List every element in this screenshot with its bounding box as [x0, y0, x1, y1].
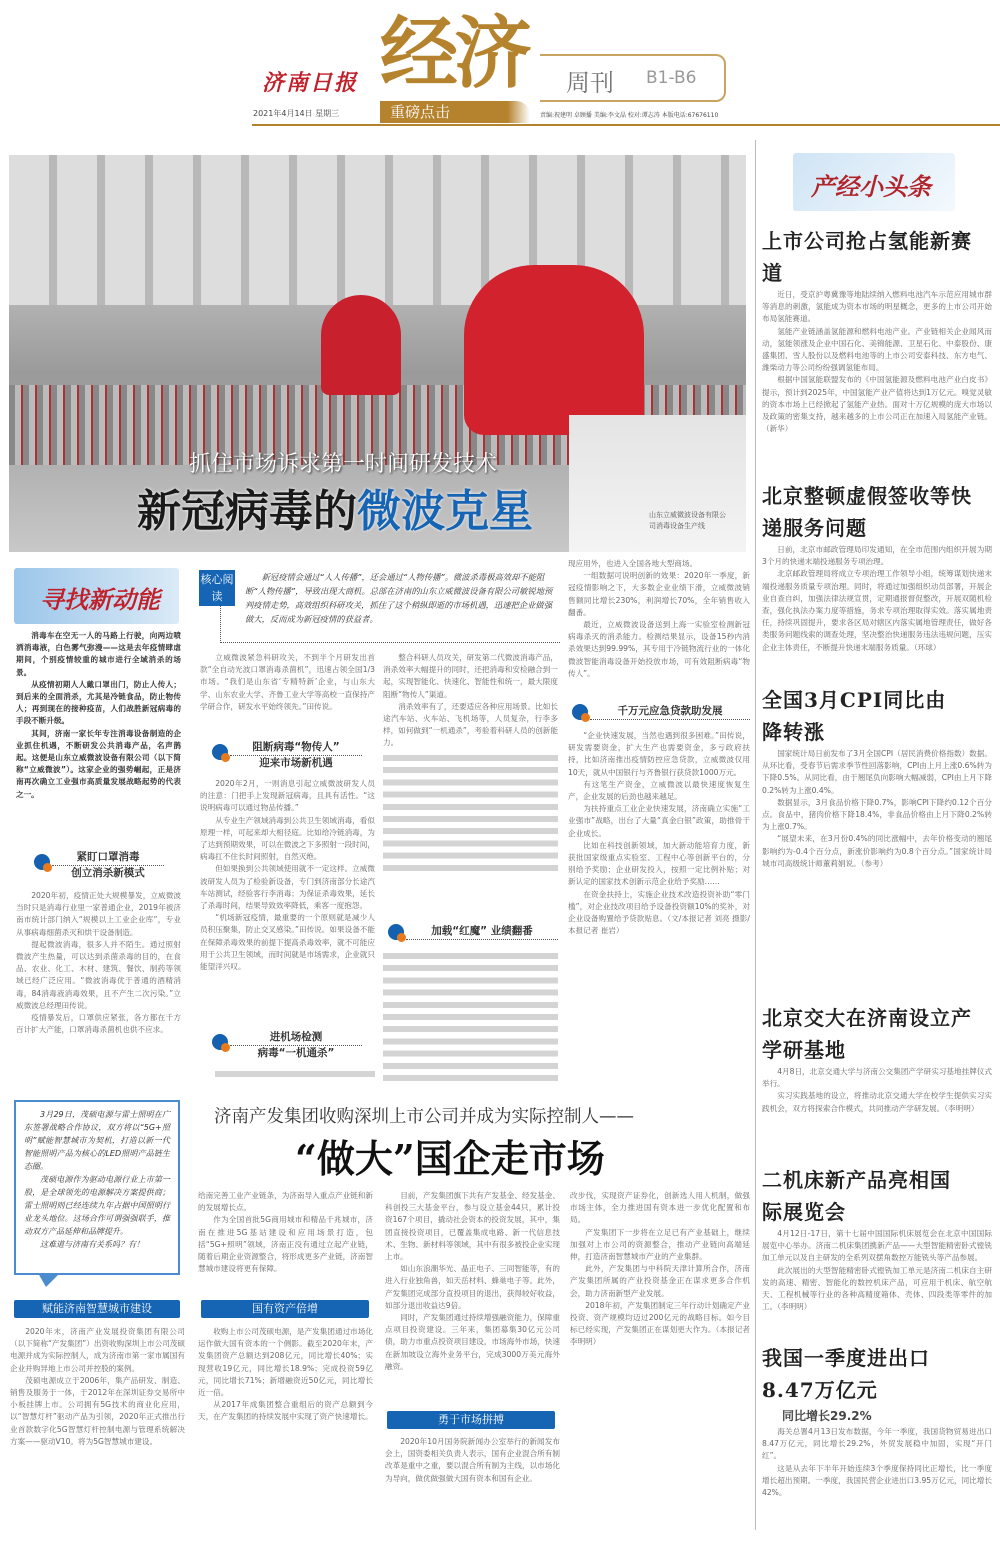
article-body: 整合科研人员攻关，研发第二代微波消毒产品，消杀效率大幅提升的同时，还把消毒和安检融合到一起，实现智能化、快速化、智能性和统一，最大限度阻断“物传人”渠道。 消杀效率有了，还要适应各种应用场景。比如长途汽车站、火车站、飞机场等，人员复杂，行李多样，如何做到“一机通杀”，考验着科研人员的创新能力。: [383, 652, 558, 917]
masthead-rule: [252, 124, 1000, 126]
news-body: 近日，受京沪粤冀豫等地陆续纳入燃料电池汽车示范应用城市群等消息的刺激，氢能成为资本市场的明星概念，更多的上市公司开始布局氢能赛道。 氢能产业链涵盖氢能源和燃料电池产业。产业链相关企业闻风而动，氢能领涨及企业中国石化、美锦能源、卫星石化、中泰股份、康盛集团、雪人股份以及燃料电池等的上市公司安泰科技、东方电气、潍柴动力等公司纷纷强调氢能布局。 根据中国氢能联盟发布的《中国氢能源及燃料电池产业白皮书》提示，预计到2025年，中国氢能产业产值将达到1万亿元。嗅觉灵敏的资本市场上已经掀起了氢能产业热。面对十万亿规模的庞大市场以及政策的密集支持，越来越多的上市公司正在加速入局氢能产业链。（新华）: [762, 290, 992, 434]
section-bar: 赋能济南智慧城市建设: [14, 1300, 180, 1318]
news-body: 国家统计局日前发布了3月全国CPI（居民消费价格指数）数据。从环比看，受春节后需求季节性回落影响，CPI由上月上涨0.6%转为下降0.5%。从同比看，由于翘尾负向影响大幅减弱，CPI由上月下降0.2%转为上涨0.4%。 数据显示，3月食品价格下降0.7%，影响CPI下降约0.12个百分点。食品中，猪肉价格下降18.4%，非食品价格由上月下降0.2%转为上涨0.7%。 “展望未来，在3月份0.4%的同比涨幅中，去年价格变动的翘尾影响约为-0.4个百分点，新涨价影响约为0.8个百分点。”国家统计局城市司高级统计师董莉娟说。（参考）: [762, 749, 992, 868]
story-title: “做大”国企走市场: [295, 1136, 605, 1181]
article-body: 2020年初，疫情正处大规模暴发，立威微波当时只是消毒行业里一家普通企业，2019年被济南市统计部门纳入“规模以上工业企业库”，专业从事病毒细菌杀灭和烘干设备制造。 提起微波消毒，很多人并不陌生。通过照射微波产生热量，可以达到杀菌杀毒的目的，在食品、农业、化工、木材、建筑、餐饮、制药等领域已经广泛应用。“微波消毒优于普通的酒精消毒，84消毒液消毒效果，且不产生二次污染。”立威微波总经理田传说。 疫情暴发后，口罩供应紧张，各方都在千方百计扩大产能，口罩消毒杀菌机也供不应求。: [16, 891, 181, 1035]
banner-new-momentum: 寻找新动能: [14, 568, 179, 624]
article-body: 2020年10月国务院新闻办公室举行的新闻发布会上，国资委相关负责人表示，国有企业混合所有制改革是重中之重，要以混合所有制为主线，以市场化为导向，做优做强做大国有资本和国有企业。: [385, 1437, 560, 1483]
section-bar: 勇于市场拼搏: [387, 1411, 555, 1429]
banner-industry-headlines: 产经小头条: [793, 153, 955, 211]
article-body: 立威微波紧急科研攻关，不到半个月研发出首款“全自动光波口罩消毒杀菌机”，迅速占领全国1/3市场。“我们是山东省‘专精特新’企业，与山东大学、山东农业大学、齐鲁工业大学等高校一直保持产学研合作，研发水平始终领先。”田传说。: [200, 653, 375, 711]
page-range: B1-B6: [646, 68, 697, 88]
section-title: 经济: [380, 8, 529, 99]
news-body: 海关总署4月13日发布数据，今年一季度，我国货物贸易进出口8.47万亿元，同比增长29.2%，外贸发展稳中加固，实现“开门红”。 这是从去年下半年开始连续3个季度保持同比正增长，比一季度增长超出预期。一季度，我国民营企业进出口3.95万亿元，同比增长42%。: [762, 1427, 992, 1498]
lead-kicker: 抓住市场诉求第一时间研发技术: [189, 452, 498, 477]
article-body: “企业快速发展，当然也遇到很多困难。”田传说，研发需要资金，扩大生产也需要资金，多亏政府扶持，比如济南推出疫情防控应急贷款，立威微波仅用10天，就从中国银行与齐鲁银行获贷款1000万元。 有这笔生产资金，立威微波以最快速度恢复生产，企业发展的后劲也越来越足。 为扶持重点工业企业快速发展，济南确立实施“工业强市”战略，出台了大量“真金白银”政策，助推骨干企业成长。 比如在科技创新领域，加大新动能培育力度，新获批国家级重点实验室、工程中心等创新平台的，分别给予奖励；企业研发投入，按照一定比例补贴；对新认定的国家技术创新示范企业给予奖励…… 在资金扶持上，实施企业技术改造投资补助“零门槛”，对企业技改项目给予设备投资额10%的奖补，对企业设备购置给予贷款贴息。（文/本报记者 刘亮 摄影/本报记者 崔岩）: [568, 731, 750, 936]
callout-tail: [38, 1273, 60, 1287]
column-divider: [755, 140, 756, 1530]
news-body: 4月8日，北京交通大学与济南公交集团产学研实习基地挂牌仪式举行。 实习实践基地的设立，将推动北京交通大学在校学生提供实习实践机会，双方将探索合作模式，共同推动产学研发展。（李明明）: [762, 1067, 992, 1113]
subhead: 加载“红魔” 业绩翻番: [388, 924, 558, 942]
news-headline: 全国3月CPI同比由降转涨: [762, 688, 947, 744]
news-headline: 二机床新产品亮相国际展览会: [762, 1168, 951, 1224]
lead-photo: [9, 155, 746, 552]
subhead: 千万元应急贷款助发展: [572, 704, 750, 722]
callout-box: 3月29日，茂硕电源与雷士照明在广东签署战略合作协议，双方将以“5G+照明”赋能智慧城市为契机，打造以新一代智能照明产品为核心的LED照明产品链生态圈。 茂硕电源作为驱动电源行业上市第一股，是全球领先的电源解决方案提供商；雷士照明则已经连续九年占据中国照明行业龙头地位。这场合作可谓强强联手，推动双方产品延伸和品牌提升。 这难道与济南有关系吗？有！: [14, 1100, 180, 1275]
core-reading-badge: 核心阅读: [199, 570, 235, 606]
subhead: 紧盯口罩消毒 创立消杀新模式: [34, 850, 164, 882]
news-body: 4月12日-17日，第十七届中国国际机床展览会在北京中国国际展览中心举办。济南二机床集团携新产品——大型智能精密卧式镗铣加工单元以及自主研发的全系列双摆角数控万能铣头等产品参展。 此次展出的大型智能精密卧式镗铣加工单元是济南二机床自主研发的高速、精密、智能化的数控机床产品，可应用于机床、航空航天、工程机械等行业的各种高精度箱体、壳体、四段类等零件的加工。（李明明）: [762, 1229, 992, 1312]
weekly-label: 周刊: [566, 69, 614, 97]
article-body: 2020年末，济南产业发展投资集团有限公司（以下简称“产发集团”）出资收购深圳上市公司茂硕电源并成为实际控制人，成为济南市第一家市属国有企业并购异地上市公司并控股的案例。 茂硕电源成立于2006年，集产品研发、制造、销售及服务于一体，于2012年在深圳证券交易所中小板挂牌上市。公司拥有5G技术的商业化应用，以“智慧灯杆”驱动产品为引领，2020年正式推出行业首款数字化5G智慧灯杆控制电源与管理系统解决方案——驱动V10。将为5G智慧城市建设。: [10, 1327, 185, 1446]
article-body: 现应用外，也进入全国各地大型商场。 一组数据可说明创新的效果：2020年一季度，新冠疫情影响之下，大多数企业业绩下滑，立威微波销售额同比增长230%，利润增长70%，全年销售收入翻番。 最近，立威微波设备送到上海一实验室检测新冠病毒杀灭的消杀能力。检测结果显示，设备15秒内消杀效果达到99.99%，其专用于冷链物流行业的一体化微波智能消毒设备开始投放市场，可有效阻断病毒“物传人”。: [568, 559, 750, 678]
lead-title: 新冠病毒的微波克星: [137, 486, 533, 537]
article-body: 改步伐，实现资产证券化，创新选人用人机制，做强市场主体，全力推进国有资本进一步优化配置和布局。 产发集团下一步将在立足已有产业基础上，继续加强对上市公司的资源整合，推动产业链向高端延伸，打造济南智慧城市产业的产业集群。 此外，产发集团与中科院天津计算所合作，济南产发集团所属的产业投资基金正在谋求更多合作机会，助力济南新型产业发展。 2018年初，产发集团制定三年行动计划确定产业投资、资产规模均迈过200亿元的战略目标。如今目标已经实现，产发集团正在谋划更大作为。（本报记者 李明明）: [570, 1191, 750, 1347]
subhead: 阻断病毒“物传人” 迎来市场新机遇: [212, 740, 362, 772]
issue-date: 2021年4月14日 星期三: [253, 109, 340, 118]
masthead: [0, 0, 1000, 128]
photo-caption: 山东立威微波设备有限公司消毒设备生产线: [649, 511, 726, 530]
section-bar: 国有资产倍增: [201, 1300, 369, 1318]
news-headline: 上市公司抢占氢能新赛道: [762, 229, 972, 285]
worker-figure: [321, 295, 401, 395]
weekly-box: [540, 54, 726, 102]
staff-line: 责编:祝建明 卓顾播 美编:李文晶 校对:谭志涛 本版电话:67676110: [540, 112, 719, 119]
article-body: 收购上市公司茂硕电源，是产发集团通过市场化运作做大国有资本的一个侧影。截至2020年末，产发集团资产总额达到208亿元，同比增长40%；实现营收19亿元，同比增长18.9%；完成投资59亿元，同比增长71%；新增融资近50亿元，同比增长近一倍。 从2017年成集团整合重组后的资产总额到今天，在产发集团的持续发展中实现了资产快速增长。: [198, 1327, 373, 1422]
intro-text: 新冠疫情会通过“人人传播”，还会通过“人物传播”。微波杀毒极高效却不能阻断“人物传播”，导致出现大商机。总部在济南的山东立威微波设备有限公司敏锐地预判疫情走势，高效组织科研攻关，抓住了这个稍纵即逝的市场机遇，迅速把企业做强做大，反而成为新冠疫情的获益者。: [245, 572, 553, 624]
article-body: 给南完善工业产业链条，为济南导入重点产业链和新的发展增长点。 作为全国首批5G商用城市和精品千兆城市，济南在推进5G基站建设和应用场景打造，包括“5G+照明”领域，济南正没有通过立起产业链，随着后期企业资源整合，将形成更多产业链，济南智慧城市建设将更有保障。: [198, 1191, 373, 1274]
paper-logo: 济南日报: [262, 70, 359, 96]
article-body: [215, 1068, 375, 1082]
news-headline: 我国一季度进出口8.47万亿元: [762, 1346, 930, 1402]
news-body: 日前，北京市邮政管理局印发通知，在全市范围内组织开展为期3个月的快递末端投递服务专项治理。 北京邮政管理局将成立专项治理工作领导小组，统筹谋划快递末端投递服务质量专项治理。同时，将通过加强组织动员部署，开展企业自查自纠，加强法律法规宣贯，定期通报督促整改，开展双随机检查，强化执法办案力度等措施，务求专项治理取得实效。落实属地责任，持续巩固提升，要求各区局对辖区内落实属地管理责任，做好各类服务问题线索的调查处理，坚决整治快递服务违法违规问题，压实企业主体责任，不断提升快递末端服务质量。（环球）: [762, 545, 992, 652]
subhead: 进机场检测 病毒“一机通杀”: [212, 1030, 362, 1062]
column-tag: 重磅点击: [380, 101, 530, 123]
news-headline: 北京整顿虚假签收等快递服务问题: [762, 484, 972, 540]
worker-figure: [464, 265, 644, 435]
news-subtitle: 同比增长29.2%: [782, 1409, 872, 1423]
story-kicker: 济南产发集团收购深圳上市公司并成为实际控制人——: [214, 1107, 634, 1127]
article-body: [383, 950, 558, 1082]
right-news: [762, 225, 992, 1546]
article-body: 目前，产发集团旗下共有产发基金、经发基金、科创投三大基金平台，参与设立基金44只，累计投资167个项目，撬动社会资本的投资发展，其中，集团直接投资项目，已覆盖集成电路、新一代信息技术、生物、新材料等领域，其中有很多被投企业实现上市。 如山东浪潮华光、晶正电子、三同智能等，有的进入行业独角兽，如天岳材料、蜂巢电子等。此外，产发集团完成部分直投项目的退出，获得较好收益，如部分退出收益达9倍。 同时，产发集团通过持续增强融资能力，保障重点项目投资建设。三年来，集团募集30亿元公司债，助力市重点投资项目建设，市场海外市场，快速在新加坡设立海外业务平台，完成3000万美元海外融资。: [385, 1191, 560, 1371]
news-headline: 北京交大在济南设立产学研基地: [762, 1006, 972, 1062]
article-body: 消毒车在空无一人的马路上行驶，向两边喷洒消毒液，白色雾气弥漫——这是去年疫情肆虐期间，个别疫情较重的城市进行全域消杀的场景。 从疫情初期人人戴口罩出门，防止人传人；到后来的全面消杀，尤其是冷链食品，防止物传人；再到现在的接种疫苗，人们战胜新冠病毒的手段不断升级。 其间，济南一家长年专注消毒设备制造的企业抓住机遇，不断研发公共消毒产品，名声鹊起。这便是山东立威微波设备有限公司（以下简称“立威微波”）。这家企业的强势崛起，正是济南再次确立工业强市高质量发展战略起势的代表之一。: [16, 631, 181, 799]
article-body: 2020年2月，一则消息引起立威微波研发人员的注意：门把手上发现新冠病毒，且具有活性。“这说明病毒可以通过物品传播。” 从专业生产领域消毒到公共卫生领域消毒，看似原理一样，可起来却大相径庭。比如给冷链消毒，为了达到预期效果，可以在微波之下多照射一段时间，病毒扛不住长时间照射，自然灭绝。 但如果换到公共领域使用就不一定这样。立威微波研发人员为了检验新设备，专门到济南部分长途汽车站测试，经验客行李消毒；为保证杀毒效果，延长了杀毒时间，结果导致效率降低，乘客一度抱怨。 “机场新冠疫情，最重要的一个原则就是减少人员积压聚集，防止交叉感染。”田传说。如果设备不能在保障杀毒效果的前提下提高杀毒效率，就不可能应用于公共卫生领域，而时间就是市场需求，企业就只能望洋兴叹。: [200, 779, 375, 972]
